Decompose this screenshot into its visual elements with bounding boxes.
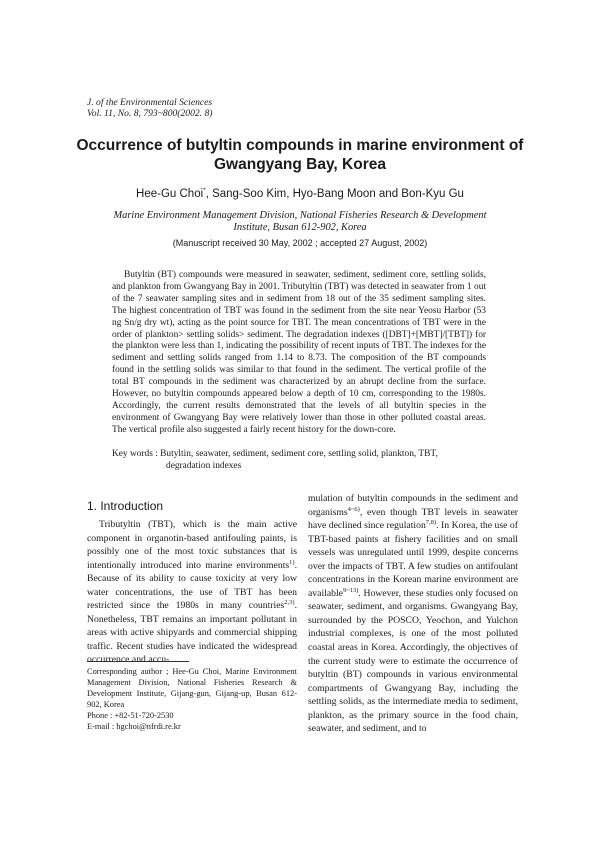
- footnote-address: Corresponding author ; Hee-Gu Choi, Marine Environment Management Division, National Fisheries Research & Development Institute, Gijang-gun, Gijang-up, Busan 612-902, Korea: [87, 667, 297, 710]
- intro-text-b: . Because of its ability to cause toxicity at very low water concentrations, the use of TBT has been restricted since the 1980s in many countries: [87, 559, 297, 612]
- author-list: [70, 188, 530, 200]
- intro-text-a: Tributyltin (TBT), which is the main active component in organotin-based antifouling paints, is possibly one of the most toxic substances that is intentionally introduced into marine environments: [87, 519, 297, 571]
- intro-text-d: mulation of butyltin compounds in the sediment and organisms: [308, 493, 518, 518]
- journal-volume: Vol. 11, No. 8, 793~800(2002. 8): [87, 108, 213, 119]
- keywords-label: Key words :: [112, 449, 161, 459]
- citation-ref: 9~13): [342, 586, 359, 594]
- keywords: [112, 449, 486, 473]
- affiliation-line-1: Marine Environment Management Division, National Fisheries Research & Development: [113, 210, 487, 221]
- journal-name: J. of the Environmental Sciences: [87, 97, 213, 108]
- citation-ref: 4~6): [347, 505, 360, 513]
- citation-ref: 7,8): [425, 518, 437, 526]
- corresponding-author: Hee-Gu Choi: [136, 188, 204, 200]
- intro-column-right: [308, 492, 518, 736]
- intro-text-c: . Nonetheless, TBT remains an important pollutant in areas with active shipyards and commercial shipping traffic. Recent studies have indicated the widespread occurrence and accu-: [87, 600, 297, 666]
- intro-text-g: . However, these studies only focused on seawater, sediment, and organisms. Gwangyang Bay, surrounded by the POSCO, Yeochon, and Yulchon industrial complexes, is one of the most polluted coastal areas in Korea. Accordingly, the objectives of the current study were to estimate the occurrence of butyltin (BT) compounds in various environmental compartments of Gwangyang Bay, including the settling solids, as the intermediate media to sediment, plankton, as the primary source in the food chain, seawater, and sediment, and to: [308, 587, 518, 735]
- section-heading-introduction: 1. Introduction: [87, 499, 164, 513]
- paper-title: [70, 136, 530, 174]
- paper-title-line-2: Gwangyang Bay, Korea: [214, 156, 386, 173]
- abstract: Butyltin (BT) compounds were measured in seawater, sediment, sediment core, settling solids, and plankton from Gwangyang Bay in 2001. Tributyltin (TBT) was detected in seawater from 1 out of the 7 seawater sampling sites and in sediment from 18 out of the 35 sediment sampling sites. The highest concentration of TBT was found in the sediment from the site near Yeosu Harbor (53 ng Sn/g dry wt), acting as the point source for TBT. The mean concentrations of TBT were in the order of plankton> settling solids> sediment. The degradation indexes ([DBT]+[MBT]/[TBT]) for the plankton were less than 1, indicating the possibility of recent inputs of TBT. The indexes for the sediment and settling solids ranged from 1.14 to 8.73. The composition of the BT compounds found in the settling solids was similar to that found in the sediment. The vertical profile of the total BT compounds in the sediment was characterized by an abrupt decline from the surface. However, no butyltin compounds appeared below a depth of 10 cm, corresponding to the 1980s. Accordingly, the current results demonstrated that the levels of all butyltin species in the environment of Gwangyang Bay were relatively lower than those in other polluted coastal areas. The vertical profile also suggested a fairly recent history for the down-core.: [112, 270, 486, 435]
- keywords-line-2: degradation indexes: [166, 460, 242, 471]
- intro-text-f: . In Korea, the use of TBT-based paints at fishery facilities and on small vessels was unregulated until 1999, despite concerns over the impacts of TBT. A few studies on antifoulant concentrations in the Korean marine environment are available: [308, 520, 519, 599]
- co-authors: , Sang-Soo Kim, Hyo-Bang Moon and Bon-Kyu Gu: [205, 188, 464, 200]
- journal-citation: [87, 97, 212, 119]
- corresponding-mark: *: [203, 187, 206, 195]
- affiliation-line-2: Institute, Busan 612-902, Korea: [233, 222, 367, 233]
- citation-ref: 2,3): [284, 599, 295, 607]
- keywords-line-1: Butyltin, seawater, sediment, sediment core, settling solid, plankton, TBT,: [160, 449, 438, 459]
- footnote-divider: [87, 661, 189, 662]
- intro-paragraph-1: [87, 518, 297, 667]
- intro-text-e: , even though TBT levels in seawater have declined since regulation: [308, 506, 518, 532]
- paper-title-line-1: Occurrence of butyltin compounds in marine environment of: [76, 137, 524, 154]
- intro-column-left: [87, 518, 297, 667]
- corresponding-author-footnote: [87, 666, 297, 733]
- manuscript-dates: (Manuscript received 30 May, 2002 ; accepted 27 August, 2002): [172, 238, 428, 248]
- affiliation: [90, 210, 510, 234]
- citation-ref: 1): [289, 558, 295, 566]
- footnote-email: E-mail : hgchoi@nfrdi.re.kr: [87, 722, 181, 732]
- footnote-phone: Phone : +82-51-720-2530: [87, 711, 174, 721]
- intro-paragraph-continued: [308, 492, 518, 736]
